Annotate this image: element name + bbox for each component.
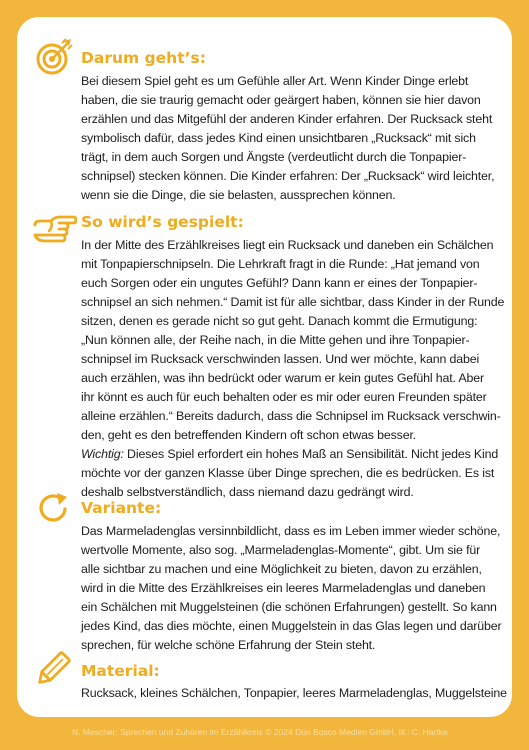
text-line: wird in die Mitte des Erzählkreises ein leeres Marmeladenglas und daneben [81, 581, 486, 595]
text-line: alle sichtbar zu machen und eine Möglichkeit zu bieten, davon zu erzählen, [81, 562, 482, 576]
note-label: Wichtig: [81, 447, 124, 461]
section-body [81, 236, 506, 502]
note-text: Dieses Spiel erfordert ein hohes Maß an Sensibilität. Nicht jedes Kind [123, 447, 499, 461]
text-line: ihr könnt es auch für euch behalten oder es mir oder euren Freunden später [81, 390, 487, 404]
text-line: haben, die sie traurig gemacht oder geärgert haben, können sie hier davon [81, 93, 481, 107]
pencil-icon [33, 649, 73, 689]
target-icon [33, 37, 73, 77]
text-line: deshalb selbstverständlich, dass niemand dazu gedrängt wird. [81, 485, 414, 499]
section-body [81, 522, 506, 655]
text-line: erzählen und das Mitgefühl der anderen Kinder erfahren. Der Rucksack steht [81, 112, 493, 126]
section-body [81, 72, 506, 205]
text-line: euch Sorgen oder ein ungutes Gefühl? Dann kann er eines der Tonpapier- [81, 276, 478, 290]
text-line [81, 445, 506, 464]
text-line: Das Marmeladenglas versinnbildlicht, dass es im Leben immer wieder schöne, [81, 524, 501, 538]
text-line: wenn sie die Dinge, die sie belasten, aussprechen können. [81, 188, 396, 202]
section-heading: Darum geht’s: [81, 49, 206, 67]
section-heading: So wird’s gespielt: [81, 213, 244, 231]
content-card [17, 17, 512, 717]
text-line: wertvolle Momente, also sog. „Marmeladenglas-Momente“, gibt. Um sie für [81, 543, 481, 557]
text-line: möchte vor der ganzen Klasse über Dinge sprechen, die es bedrücken. Es ist [81, 466, 495, 480]
text-line: sprechen, für welche schöne Erfahrung der Stein steht. [81, 638, 376, 652]
text-line: trägt, in dem auch Sorgen und Ängste (verdeutlicht durch die Tonpapier- [81, 150, 467, 164]
copyright-footer: N. Mescher: Sprechen und Zuhören im Erzählkreis © 2024 Don Bosco Medien GmbH, Ill.: C. Hartke [72, 727, 448, 737]
text-line: schnipsel) stecken können. Die Kinder erfahren: Der „Rucksack“ wird leichter, [81, 169, 495, 183]
text-line: Bei diesem Spiel geht es um Gefühle aller Art. Wenn Kinder Dinge erlebt [81, 74, 469, 88]
text-line: alleine erzählen.“ Bereits dadurch, dass die Schnipsel im Rucksack verschwin- [81, 409, 501, 423]
text-line: In der Mitte des Erzählkreises liegt ein Rucksack und daneben ein Schälchen [81, 238, 494, 252]
section-body [81, 684, 506, 703]
section-heading: Material: [81, 662, 160, 680]
text-line: ein Schälchen mit Muggelsteinen (die schönen Erfahrungen) gestellt. So kann [81, 600, 497, 614]
text-line: symbolisch dafür, dass jedes Kind einen unsichtbaren „Rucksack“ mit sich [81, 131, 476, 145]
text-line: schnipsel im Rucksack verschwinden lassen. Und wer möchte, kann dabei [81, 352, 480, 366]
section-heading: Variante: [81, 499, 162, 517]
text-line: schnipsel an sich nehmen.“ Damit ist für alle sichtbar, dass Kinder in der Runde [81, 295, 505, 309]
text-line: auch erzählen, was ihn bedrückt oder warum er kein gutes Gefühl hat. Aber [81, 371, 484, 385]
text-line: jedes Kind, das dies möchte, einen Muggelstein in das Glas legen und darüber [81, 619, 502, 633]
text-line: mit Tonpapierschnipseln. Die Lehrkraft fragt in die Runde: „Hat jemand von [81, 257, 480, 271]
text-line: sitzen, denen es gerade nicht so gut geht. Danach kommt die Ermutigung: [81, 314, 478, 328]
pointing-hand-icon [31, 207, 77, 247]
text-line: Rucksack, kleines Schälchen, Tonpapier, leeres Marmeladenglas, Muggelsteine [81, 686, 507, 700]
circular-arrow-icon [33, 489, 73, 529]
text-line: „Nun können alle, der Reihe nach, in die Mitte gehen und ihre Tonpapier- [81, 333, 470, 347]
text-line: den, geht es den betreffenden Kindern oft schon etwas besser. [81, 428, 417, 442]
